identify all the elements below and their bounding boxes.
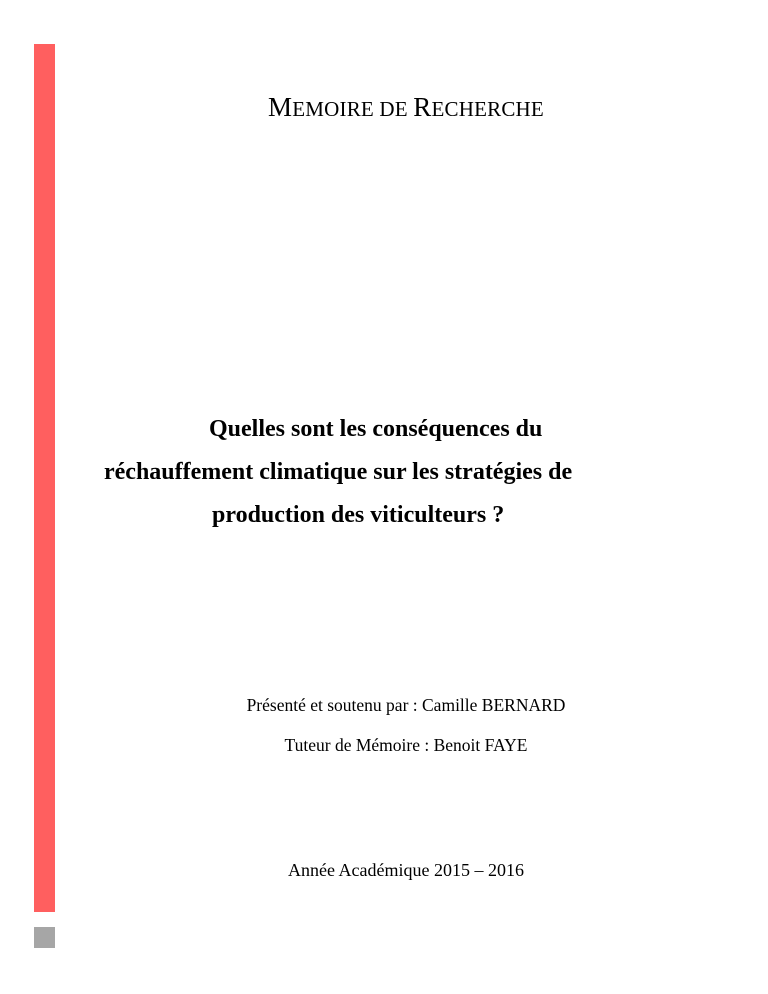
document-type-initial-1: M [268, 92, 293, 122]
thesis-title-line-3: production des viticulteurs ? [212, 502, 505, 528]
document-type-rest-2: ECHERCHE [431, 97, 544, 121]
document-type-connector: DE [379, 97, 408, 121]
thesis-title [60, 408, 700, 537]
document-type [0, 92, 768, 123]
thesis-title-line-1: Quelles sont les conséquences du [209, 416, 543, 442]
accent-bar [34, 44, 55, 912]
presented-by: Présenté et soutenu par : Camille BERNARD [246, 695, 566, 715]
thesis-tutor: Tuteur de Mémoire : Benoit FAYE [284, 735, 528, 755]
thesis-title-line-2: réchauffement climatique sur les stratégies de [104, 459, 573, 485]
document-type-rest-1: EMOIRE [292, 97, 374, 121]
academic-year: Année Académique 2015 – 2016 [288, 860, 524, 880]
footer-square [34, 927, 55, 948]
document-type-initial-2: R [413, 92, 432, 122]
